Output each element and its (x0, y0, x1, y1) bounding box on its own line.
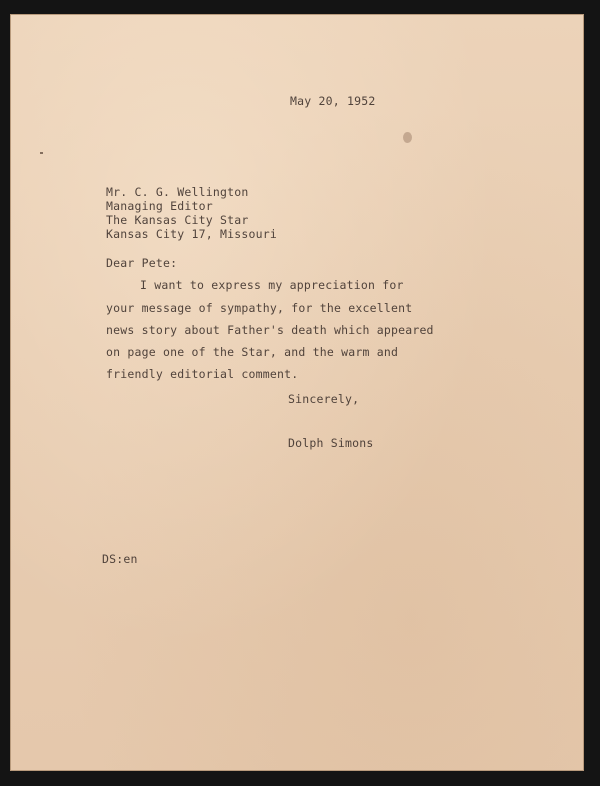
body-line: I want to express my appreciation for (140, 278, 404, 292)
recipient-organization: The Kansas City Star (106, 213, 249, 227)
body-line: friendly editorial comment. (106, 367, 299, 381)
reference-initials: DS:en (102, 552, 138, 566)
letter-page (10, 14, 584, 771)
body-line: on page one of the Star, and the warm and (106, 345, 399, 359)
closing: Sincerely, (288, 392, 360, 406)
recipient-address: Kansas City 17, Missouri (106, 227, 277, 241)
body-line: your message of sympathy, for the excellent (106, 301, 413, 315)
ink-smudge (403, 132, 412, 143)
salutation: Dear Pete: (106, 256, 178, 270)
letter-date: May 20, 1952 (290, 94, 376, 108)
body-line: news story about Father's death which appeared (106, 323, 434, 337)
paper-speck (40, 152, 43, 154)
signature-name: Dolph Simons (288, 436, 374, 450)
recipient-name: Mr. C. G. Wellington (106, 185, 249, 199)
recipient-title: Managing Editor (106, 199, 213, 213)
